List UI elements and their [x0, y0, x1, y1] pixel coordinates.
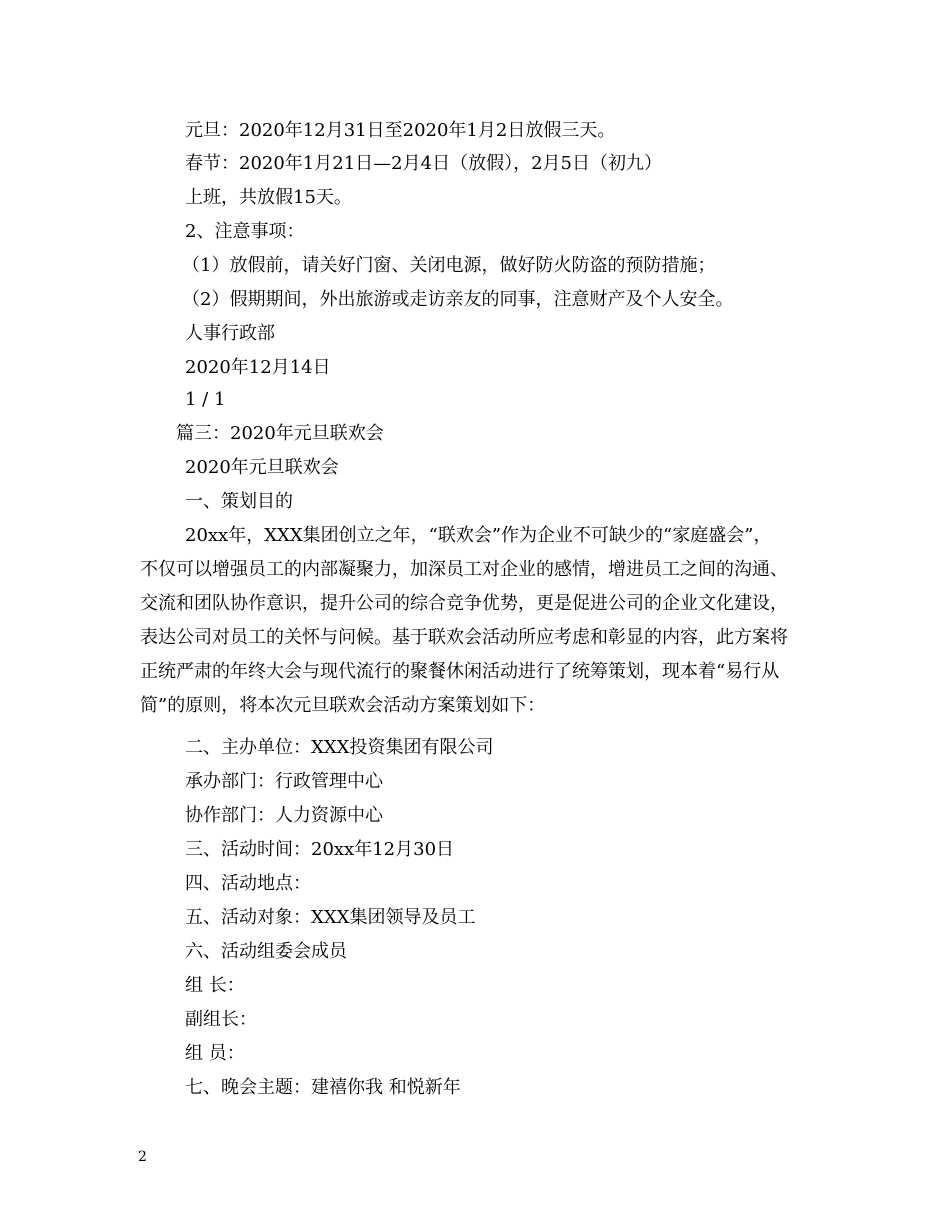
event-time-line: 三、活动时间：20xx年12月30日: [185, 839, 455, 860]
holiday-new-year-line: 元旦：2020年12月31日至2020年1月2日放假三天。: [185, 120, 616, 141]
purpose-paragraph-line-5: 正统严肃的年终大会与现代流行的聚餐休闲活动进行了统筹策划，现本着“易行从: [140, 661, 780, 682]
holiday-spring-festival-line: 春节：2020年1月21日—2月4日（放假），2月5日（初九）: [185, 153, 662, 174]
committee-leader-line: 组 长：: [185, 975, 245, 996]
page-number: 2: [138, 1149, 147, 1165]
notes-heading: 2、注意事项：: [185, 221, 305, 242]
organizer-line: 承办部门：行政管理中心: [185, 771, 383, 792]
purpose-paragraph-line-2: 不仅可以增强员工的内部凝聚力，加深员工对企业的感情，增进员工之间的沟通、: [140, 559, 788, 580]
event-venue-line: 四、活动地点：: [185, 873, 311, 894]
note-item-1: （1）放假前，请关好门窗、关闭电源，做好防火防盗的预防措施；: [182, 255, 716, 276]
holiday-return-line: 上班，共放假15天。: [185, 187, 352, 208]
section-title: 篇三：2020年元旦联欢会: [176, 423, 384, 444]
cooperator-line: 协作部门：人力资源中心: [185, 805, 383, 826]
event-audience-line: 五、活动对象：XXX集团领导及员工: [185, 907, 476, 928]
purpose-paragraph-line-4: 表达公司对员工的关怀与问候。基于联欢会活动所应考虑和彰显的内容，此方案将: [140, 627, 788, 648]
purpose-paragraph-line-3: 交流和团队协作意识，提升公司的综合竞争优势，更是促进公司的企业文化建设，: [140, 593, 788, 614]
committee-members-line: 组 员：: [185, 1043, 245, 1064]
committee-heading: 六、活动组委会成员: [185, 941, 347, 962]
note-item-2: （2）假期期间，外出旅游或走访亲友的同事，注意财产及个人安全。: [182, 289, 734, 310]
inner-page-counter: 1 / 1: [185, 389, 226, 410]
signature-date: 2020年12月14日: [185, 357, 331, 378]
purpose-heading: 一、策划目的: [185, 491, 293, 512]
party-theme-line: 七、晚会主题：建禧你我 和悦新年: [185, 1077, 461, 1098]
signature-department: 人事行政部: [185, 323, 275, 344]
purpose-paragraph-line-1: 20xx年，XXX集团创立之年，“联欢会”作为企业不可缺少的“家庭盛会”，: [185, 525, 772, 546]
event-title: 2020年元旦联欢会: [185, 457, 339, 478]
committee-deputy-line: 副组长：: [185, 1009, 257, 1030]
host-unit-line: 二、主办单位：XXX投资集团有限公司: [185, 737, 494, 758]
purpose-paragraph-line-6: 简”的原则，将本次元旦联欢会活动方案策划如下：: [140, 695, 546, 716]
